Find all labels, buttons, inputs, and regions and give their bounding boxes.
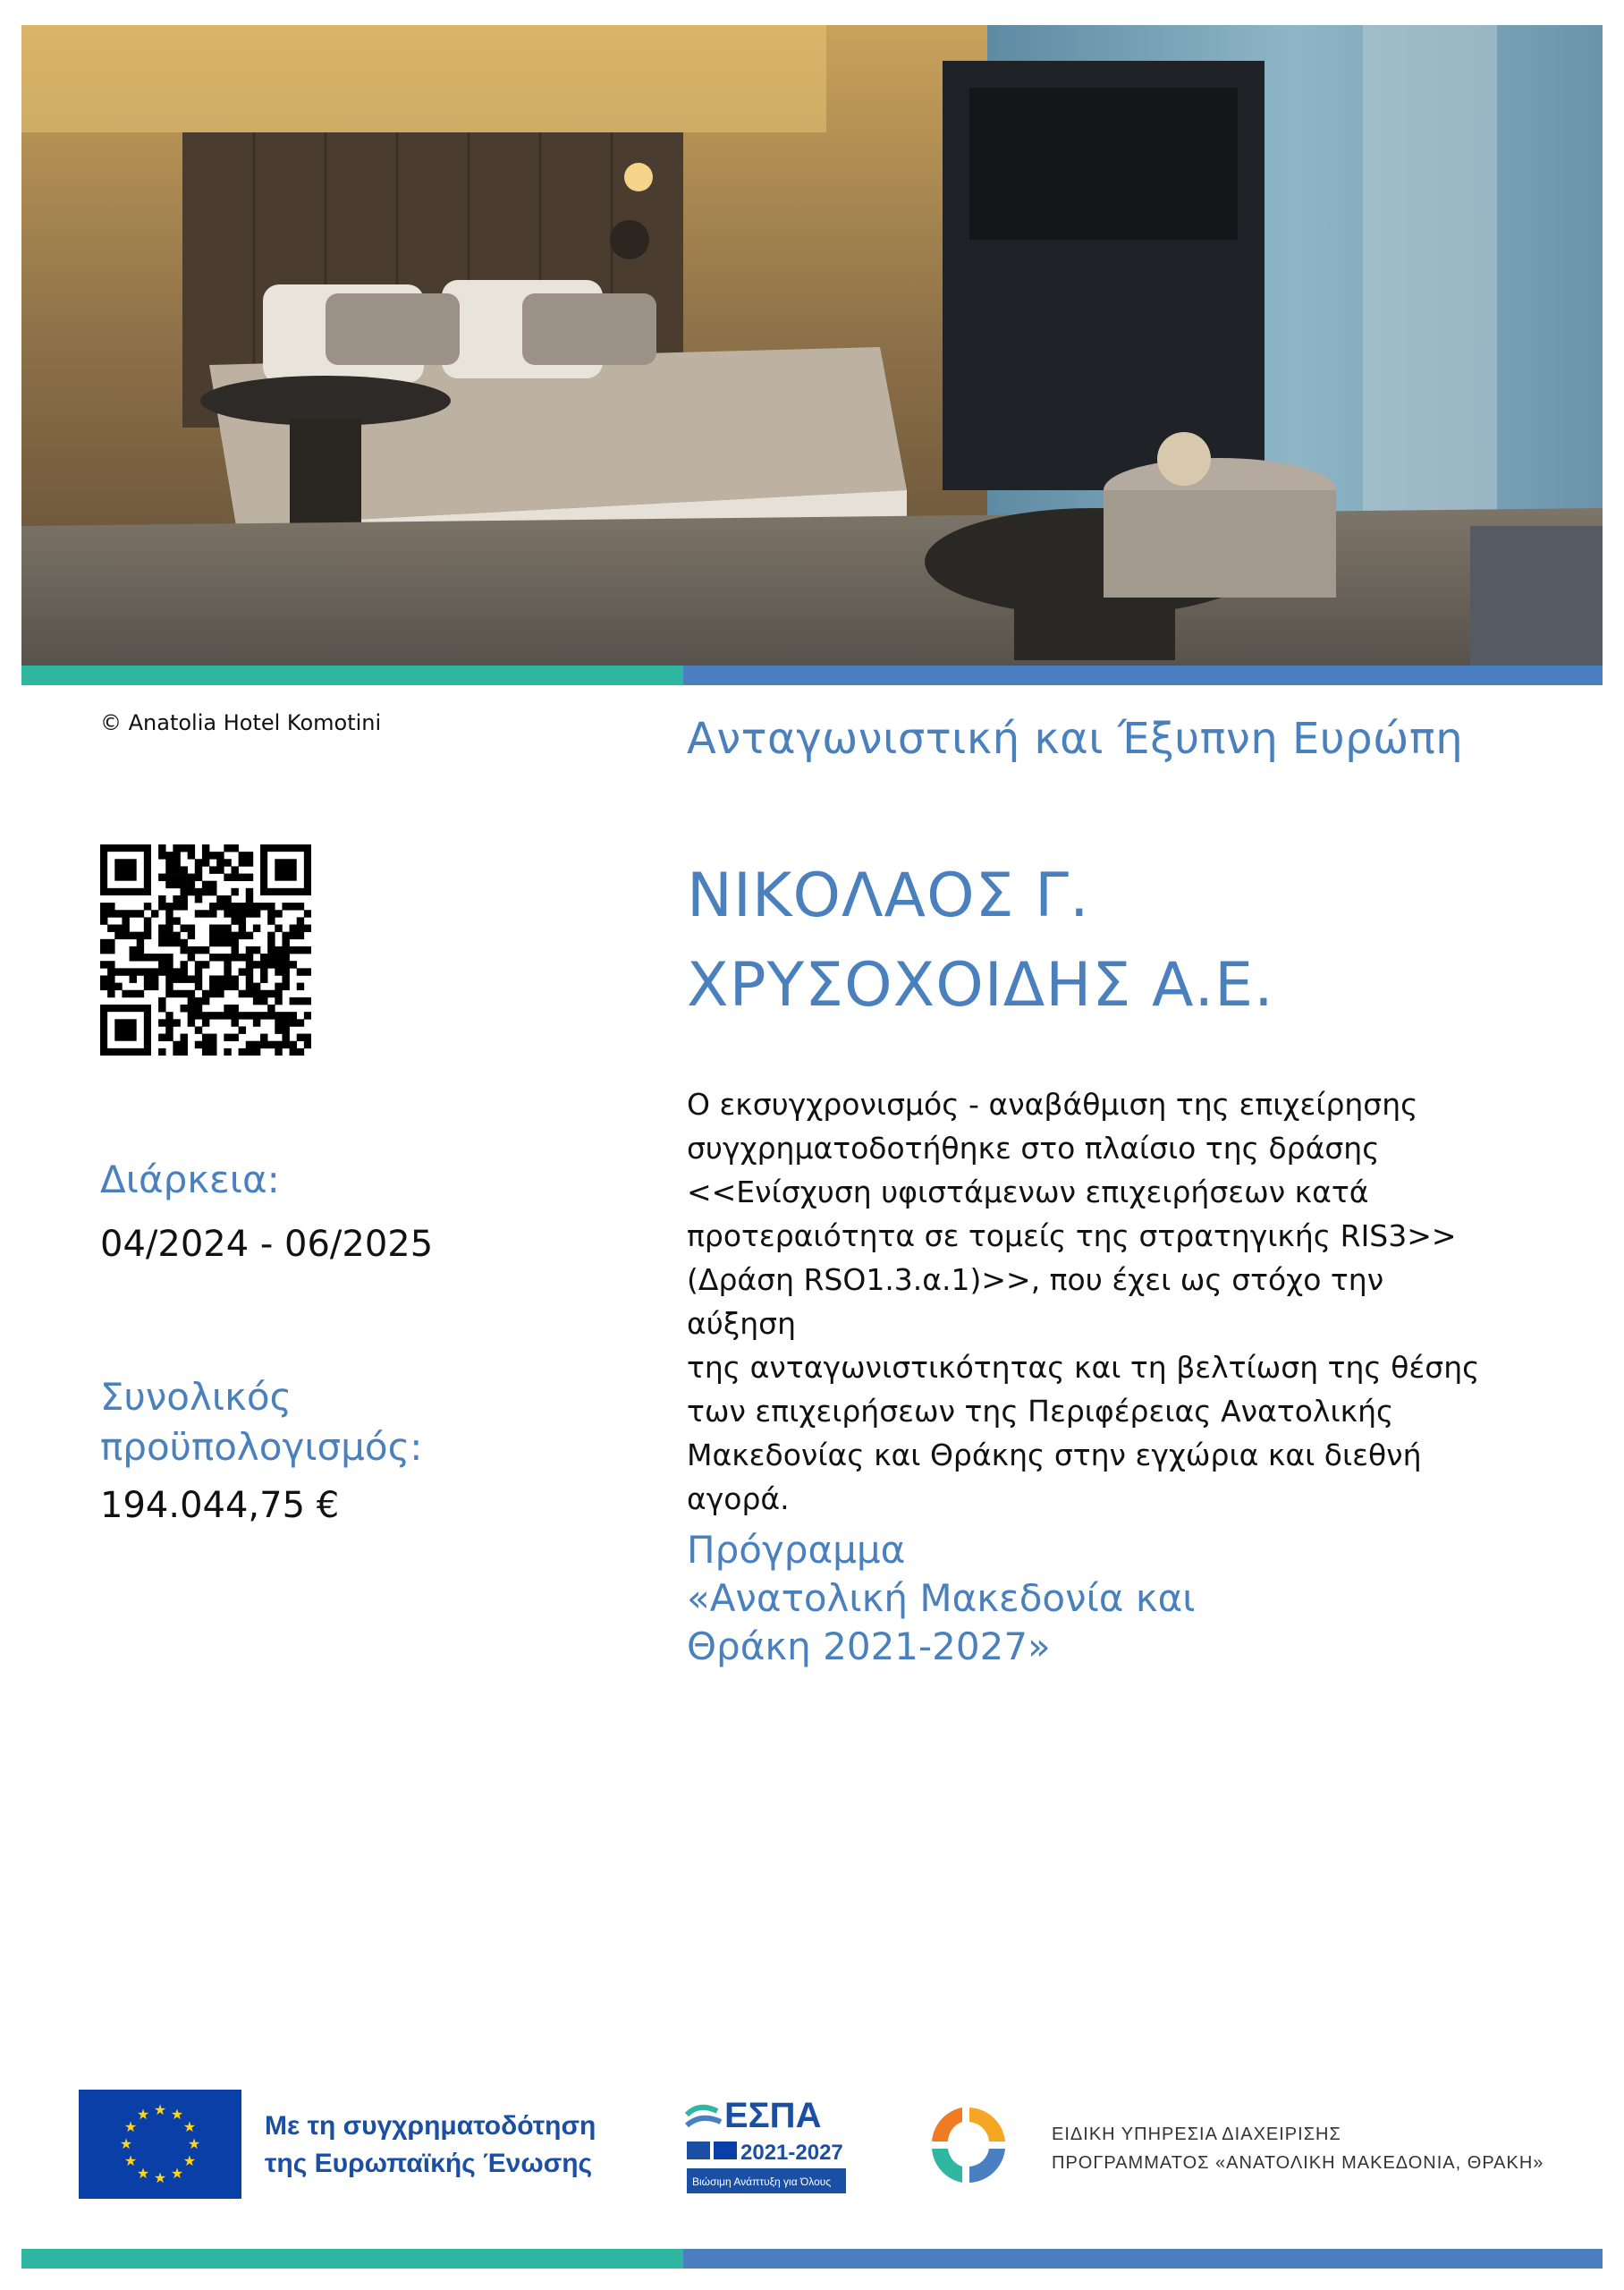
eu-star-icon: ★ <box>123 2118 138 2135</box>
eu-star-icon: ★ <box>182 2152 197 2169</box>
eu-star-icon: ★ <box>123 2152 138 2169</box>
duration-label: Διάρκεια: <box>100 1158 280 1201</box>
description-line: αγορά. <box>687 1481 790 1516</box>
divider-blue <box>683 666 1603 685</box>
footer-divider-blue <box>683 2249 1603 2269</box>
page-subtitle: Ανταγωνιστική και Έξυπνη Ευρώπη <box>687 714 1464 764</box>
photo-credit: © Anatolia Hotel Komotini <box>100 710 382 735</box>
eu-cofunding-line-1: Με τη συγχρηματοδότηση <box>265 2111 596 2141</box>
description-line: συγχρηματοδοτήθηκε στο πλαίσιο της δράσης <box>687 1131 1380 1166</box>
description-line: Μακεδονίας και Θράκης στην εγχώρια και διεθνή <box>687 1438 1422 1472</box>
region-authority-text <box>1052 2120 1544 2177</box>
description-line: Ο εκσυγχρονισμός - αναβάθμιση της επιχείρησης <box>687 1087 1418 1122</box>
budget-label: Συνολικός προϋπολογισμός: <box>100 1375 423 1469</box>
company-name-line-2: ΧΡΥΣΟΧΟΙΔΗΣ Α.Ε. <box>687 950 1274 1021</box>
description-line: <<Ενίσχυση υφιστάμενων επιχειρήσεων κατά <box>687 1175 1369 1209</box>
eu-star-icon: ★ <box>153 2169 167 2186</box>
eu-star-icon: ★ <box>136 2106 150 2124</box>
eu-flag-logo <box>79 2090 241 2199</box>
eu-star-icon: ★ <box>153 2101 167 2118</box>
company-name <box>687 852 1545 1030</box>
description-line: της ανταγωνιστικότητας και τη βελτίωση της θέσης <box>687 1350 1480 1385</box>
espa-logo <box>681 2090 851 2199</box>
eu-cofunding-line-2: της Ευρωπαϊκής Ένωσης <box>265 2149 593 2178</box>
eu-star-icon: ★ <box>136 2164 150 2182</box>
footer-divider-teal <box>21 2249 683 2269</box>
eu-cofunding-text <box>265 2108 596 2183</box>
eu-star-icon: ★ <box>170 2164 184 2182</box>
eu-star-icon: ★ <box>119 2135 133 2152</box>
region-authority-line-2: ΠΡΟΓΡΑΜΜΑΤΟΣ «ΑΝΑΤΟΛΙΚΗ ΜΑΚΕΔΟΝΙΑ, ΘΡΑΚΗ» <box>1052 2153 1544 2173</box>
eu-star-icon: ★ <box>182 2118 197 2135</box>
espa-years: 2021-2027 <box>740 2141 843 2165</box>
hero-photo <box>21 25 1603 666</box>
duration-value: 04/2024 - 06/2025 <box>100 1224 434 1265</box>
eu-star-icon: ★ <box>187 2135 201 2152</box>
description-line: των επιχειρήσεων της Περιφέρειας Ανατολικής <box>687 1394 1394 1429</box>
budget-value: 194.044,75 € <box>100 1485 340 1526</box>
espa-title: ΕΣΠΑ <box>724 2096 822 2135</box>
qr-code[interactable] <box>100 844 311 1056</box>
program-line-1: Πρόγραμμα <box>687 1528 906 1572</box>
region-authority-line-1: ΕΙΔΙΚΗ ΥΠΗΡΕΣΙΑ ΔΙΑΧΕΙΡΙΣΗΣ <box>1052 2125 1341 2144</box>
eu-star-icon: ★ <box>170 2106 184 2124</box>
description-line: προτεραιότητα σε τομείς της στρατηγικής RIS3>> <box>687 1218 1457 1253</box>
program-line-2: «Ανατολική Μακεδονία και <box>687 1576 1196 1620</box>
project-description <box>687 1082 1492 1521</box>
espa-tagline: Βιώσιμη Ανάπτυξη για Όλους <box>692 2176 832 2188</box>
program-title <box>687 1526 1402 1671</box>
company-name-line-1: ΝΙΚΟΛΑΟΣ Γ. <box>687 861 1090 931</box>
region-logo <box>926 2102 1012 2188</box>
description-line: (Δράση RSO1.3.α.1)>>, που έχει ως στόχο την αύξηση <box>687 1262 1384 1341</box>
program-line-3: Θράκη 2021-2027» <box>687 1624 1051 1668</box>
divider-teal <box>21 666 683 685</box>
